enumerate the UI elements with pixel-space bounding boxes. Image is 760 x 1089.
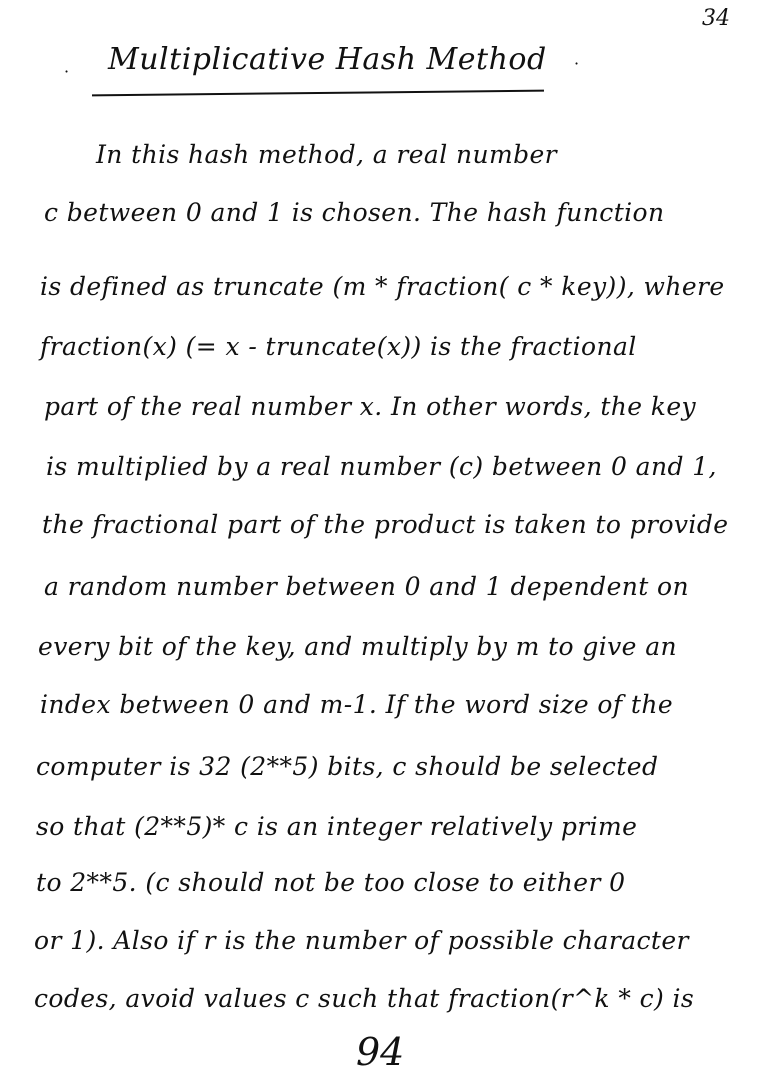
title-dot-left: · <box>64 62 70 81</box>
text-line: the fractional part of the product is taken to provide <box>42 510 729 539</box>
text-line: computer is 32 (2**5) bits, c should be selected <box>36 752 659 781</box>
text-line: codes, avoid values c such that fraction(r^k * c) is <box>34 984 695 1013</box>
page-title: Multiplicative Hash Method <box>108 42 547 77</box>
text-line: index between 0 and m-1. If the word size of the <box>40 690 674 719</box>
text-line: or 1). Also if r is the number of possible character <box>34 926 689 955</box>
text-line: c between 0 and 1 is chosen. The hash function <box>44 198 665 227</box>
corner-page-number: 34 <box>702 6 730 31</box>
text-line: to 2**5. (c should not be too close to either 0 <box>36 868 626 897</box>
text-line: is defined as truncate (m * fraction( c * key)), where <box>40 272 725 301</box>
text-line: In this hash method, a real number <box>96 140 558 169</box>
page-number: 94 <box>356 1030 405 1074</box>
text-line: part of the real number x. In other words, the key <box>44 392 697 421</box>
text-line: so that (2**5)* c is an integer relatively prime <box>36 812 638 841</box>
text-line: fraction(x) (= x - truncate(x)) is the fractional <box>40 332 637 361</box>
title-dot-right: · <box>574 54 580 73</box>
text-line: a random number between 0 and 1 dependent on <box>44 572 690 601</box>
text-line: every bit of the key, and multiply by m to give an <box>38 632 678 661</box>
text-line: is multiplied by a real number (c) between 0 and 1, <box>46 452 717 481</box>
